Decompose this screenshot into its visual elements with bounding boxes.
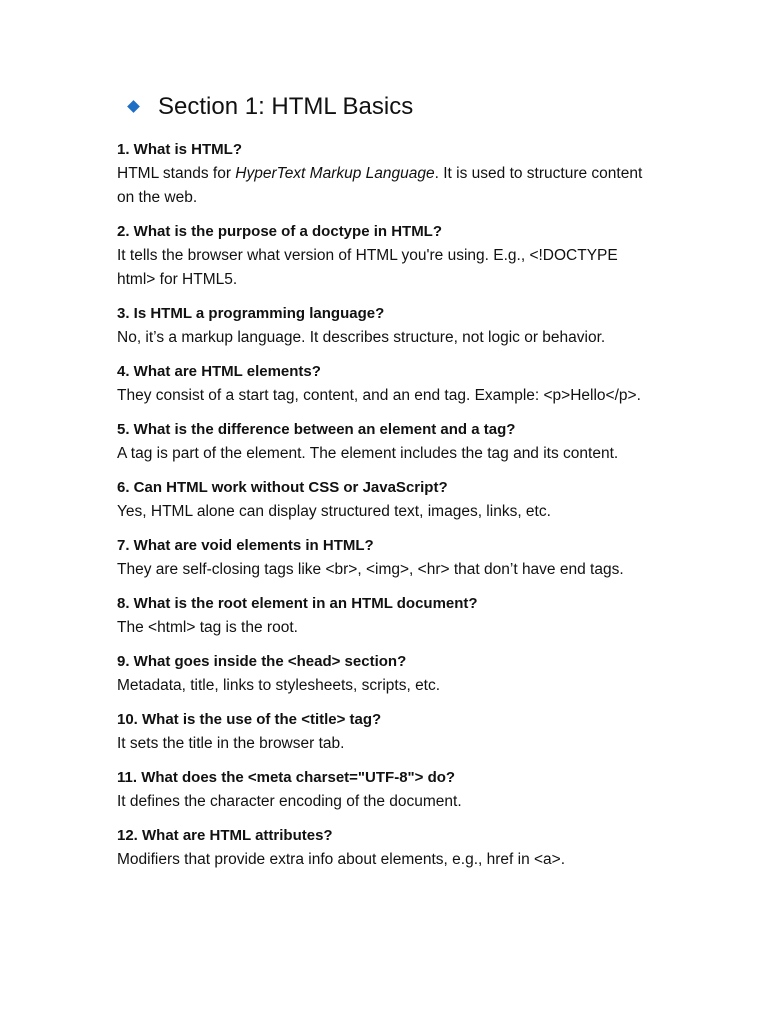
qa-item [117,766,657,814]
answer-1-post: . It is used to structure content on the web. [117,165,643,206]
answer-5: A tag is part of the element. The element includes the tag and its content. [117,445,619,462]
qa-item [117,708,657,756]
qa-list [117,138,657,882]
answer-3: No, it’s a markup language. It describes structure, not logic or behavior. [117,329,606,346]
answer-10: It sets the title in the browser tab. [117,735,345,752]
answer-8: The <html> tag is the root. [117,619,298,636]
question-5: 5. What is the difference between an element and a tag? [117,421,516,438]
answer-11: It defines the character encoding of the document. [117,793,462,810]
question-3: 3. Is HTML a programming language? [117,305,385,322]
answer-1 [117,162,657,210]
qa-item [117,650,657,698]
answer-2: It tells the browser what version of HTML you're using. E.g., <!DOCTYPE html> for HTML5. [117,247,618,288]
question-7: 7. What are void elements in HTML? [117,537,374,554]
question-9: 9. What goes inside the <head> section? [117,653,407,670]
answer-12: Modifiers that provide extra info about elements, e.g., href in <a>. [117,851,566,868]
section-header [129,90,413,124]
question-2: 2. What is the purpose of a doctype in HTML? [117,223,443,240]
question-6: 6. Can HTML work without CSS or JavaScript? [117,479,448,496]
answer-1-emphasis: HyperText Markup Language [235,165,435,182]
question-10: 10. What is the use of the <title> tag? [117,711,382,728]
qa-item [117,138,657,210]
section-title: Section 1: HTML Basics [158,93,414,120]
diamond-bullet-icon [127,100,140,113]
qa-item [117,418,657,466]
answer-6: Yes, HTML alone can display structured text, images, links, etc. [117,503,551,520]
answer-4: They consist of a start tag, content, and an end tag. Example: <p>Hello</p>. [117,387,641,404]
qa-item [117,360,657,408]
question-8: 8. What is the root element in an HTML document? [117,595,478,612]
answer-9: Metadata, title, links to stylesheets, scripts, etc. [117,677,441,694]
qa-item [117,534,657,582]
qa-item [117,476,657,524]
answer-7: They are self-closing tags like <br>, <img>, <hr> that don’t have end tags. [117,561,624,578]
qa-item [117,220,657,292]
qa-item [117,592,657,640]
question-12: 12. What are HTML attributes? [117,827,333,844]
question-1: 1. What is HTML? [117,141,242,158]
answer-1-pre: HTML stands for [117,165,236,182]
qa-item [117,824,657,872]
qa-item [117,302,657,350]
question-11: 11. What does the <meta charset="UTF-8"> do? [117,769,456,786]
question-4: 4. What are HTML elements? [117,363,321,380]
